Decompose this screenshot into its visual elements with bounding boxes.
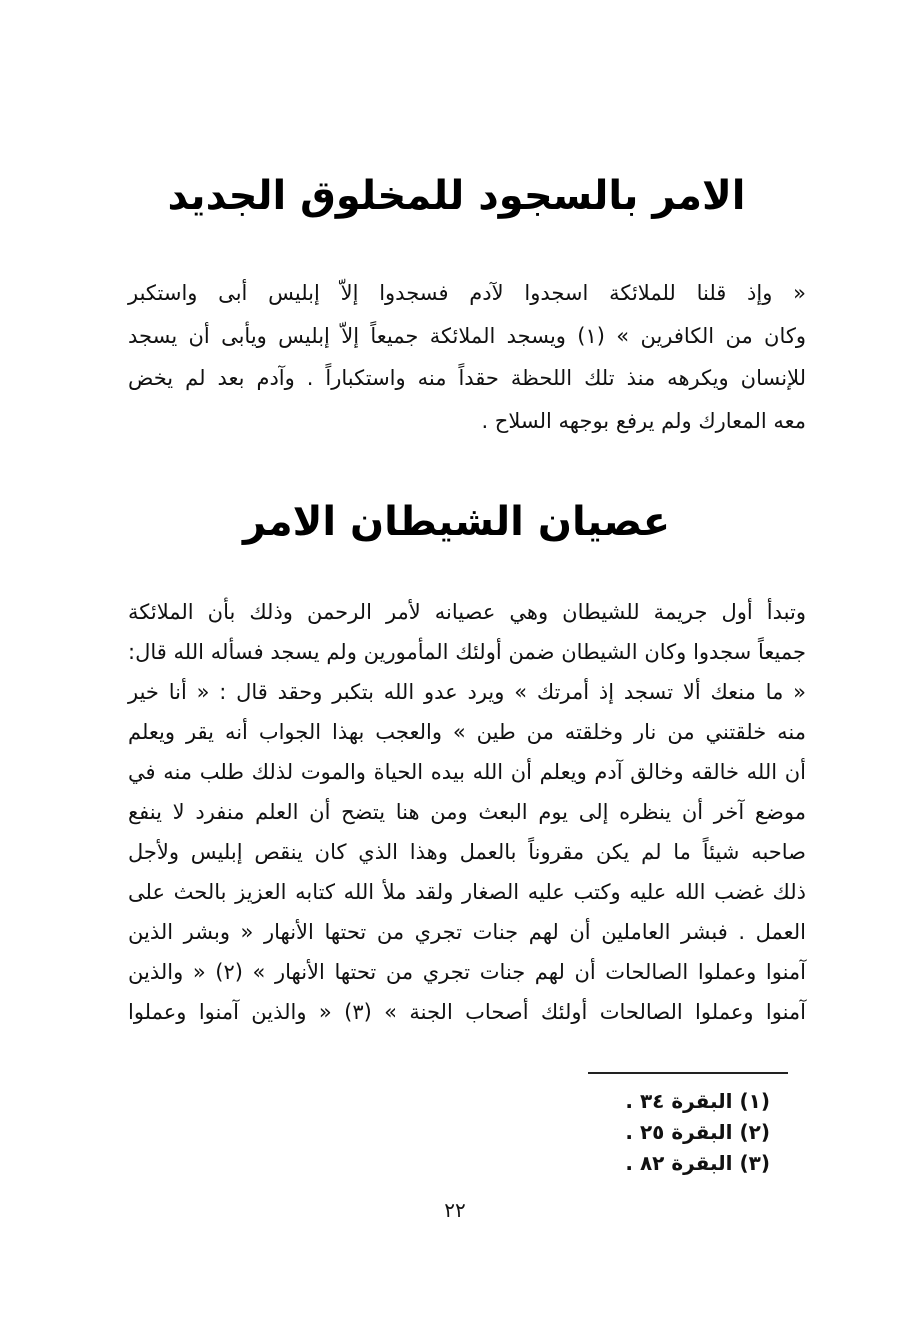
text-line: جميعاً سجدوا وكان الشيطان ضمن أولئك المأمورين ولم يسجد فسأله الله قال:: [128, 640, 806, 664]
paragraph-satan-disobedience: [128, 592, 806, 1032]
text-line: العمل . فبشر العاملين أن لهم جنات تجري من تحتها الأنهار « وبشر الذين: [128, 920, 806, 944]
section-title-command-to-prostrate: الامر بالسجود للمخلوق الجديد: [167, 173, 746, 219]
text-line: « وإذ قلنا للملائكة اسجدوا لآدم فسجدوا إلاّ إبليس أبى واستكبر: [128, 281, 806, 305]
footnotes: [560, 1086, 770, 1179]
footnote-divider: [588, 1072, 788, 1074]
paragraph-command-to-prostrate: [128, 272, 806, 442]
text-line: آمنوا وعملوا الصالحات أن لهم جنات تجري من تحتها الأنهار » (٢) « والذين: [128, 960, 806, 984]
text-line: موضع آخر أن ينظره إلى يوم البعث ومن هنا يتضح أن العلم منفرد لا ينفع: [128, 800, 806, 824]
text-line: ذلك غضب الله عليه وكتب عليه الصغار ولقد ملأ الله كتابه العزيز بالحث على: [128, 880, 806, 904]
text-line: معه المعارك ولم يرفع بوجهه السلاح .: [481, 408, 806, 433]
section-title-satan-disobedience: عصيان الشيطان الامر: [242, 499, 671, 545]
footnote-item: (١) البقرة ٣٤ .: [625, 1089, 770, 1113]
text-line: وتبدأ أول جريمة للشيطان وهي عصيانه لأمر الرحمن وذلك بأن الملائكة: [128, 600, 806, 624]
page-number: ٢٢: [444, 1198, 466, 1222]
text-line: صاحبه شيئاً ما لم يكن مقروناً بالعمل وهذا الذي كان ينقص إبليس ولأجل: [128, 840, 806, 864]
text-line: آمنوا وعملوا الصالحات أولئك أصحاب الجنة » (٣) « والذين آمنوا وعملوا: [128, 1000, 806, 1024]
text-line: وكان من الكافرين » (١) ويسجد الملائكة جميعاً إلاّ إبليس ويأبى أن يسجد: [128, 323, 807, 348]
text-line: للإنسان ويكرهه منذ تلك اللحظة حقداً منه واستكباراً . وآدم بعد لم يخض: [128, 366, 806, 390]
text-line: منه خلقتني من نار وخلقته من طين » والعجب بهذا الجواب أنه يقر ويعلم: [128, 720, 806, 744]
text-line: أن الله خالقه وخالق آدم ويعلم أن الله بيده الحياة والموت لذلك طلب منه في: [128, 760, 806, 784]
footnote-item: (٢) البقرة ٢٥ .: [625, 1120, 770, 1144]
footnote-item: (٣) البقرة ٨٢ .: [625, 1151, 770, 1175]
text-line: « ما منعك ألا تسجد إذ أمرتك » ويرد عدو الله بتكبر وحقد قال : « أنا خير: [128, 680, 806, 704]
